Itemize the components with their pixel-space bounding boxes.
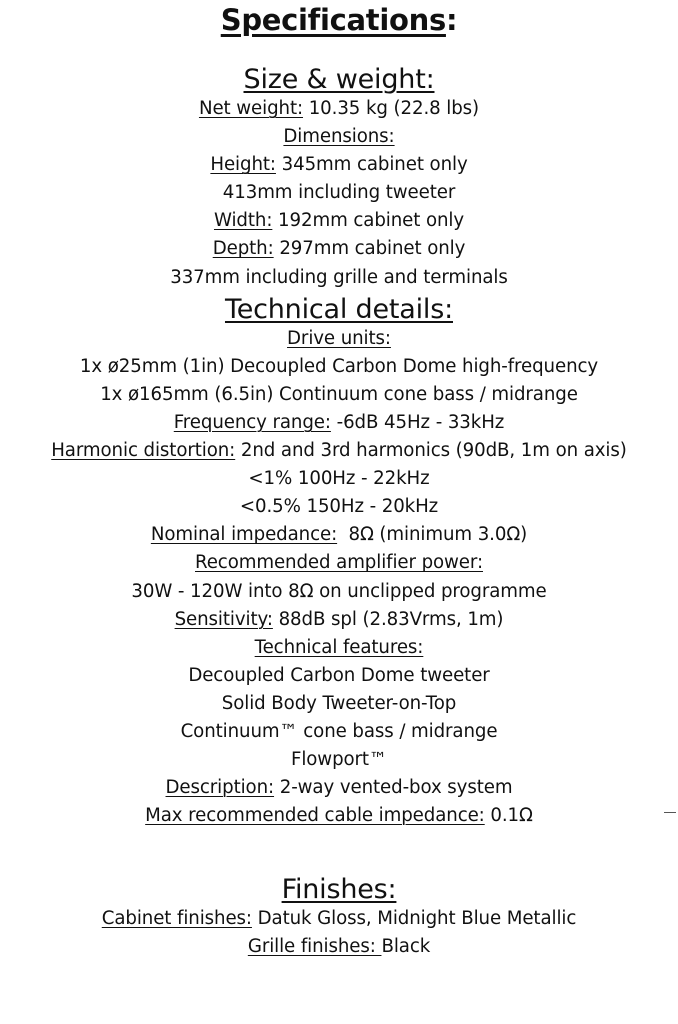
drive-unit-2-value: 1x ø165mm (6.5in) Continuum cone bass / midrange [100, 383, 578, 405]
height-label: Height: [210, 154, 276, 176]
cable-impedance-label: Max recommended cable impedance: [145, 805, 485, 827]
size-weight-heading [0, 64, 678, 95]
harmonic-distortion-row [0, 437, 678, 465]
nominal-impedance-label: Nominal impedance: [150, 524, 338, 546]
dimensions-label: Dimensions: [283, 126, 395, 148]
feature-row-4 [0, 746, 678, 774]
page-title-colon: : [445, 3, 458, 37]
frequency-range-row [0, 409, 678, 437]
width-label: Width: [213, 210, 273, 232]
finishes-heading-text: Finishes: [281, 874, 397, 906]
drive-units-row [0, 325, 678, 353]
depth-row-2 [0, 264, 678, 292]
edge-mark [664, 812, 676, 813]
drive-units-label: Drive units: [287, 327, 391, 349]
technical-features-label: Technical features: [254, 636, 424, 658]
amplifier-power-row [0, 549, 678, 577]
grille-finishes-label: Grille finishes: [247, 936, 382, 958]
cabinet-finishes-row [0, 905, 678, 933]
size-weight-heading-text: Size & weight: [243, 64, 435, 95]
finishes-heading [0, 874, 678, 905]
sensitivity-row [0, 606, 678, 634]
depth-label: Depth: [212, 238, 274, 260]
description-row [0, 774, 678, 802]
frequency-range-value: -6dB 45Hz - 33kHz [330, 411, 505, 433]
drive-unit-2-row [0, 381, 678, 409]
height-value-2: 413mm including tweeter [222, 182, 456, 204]
depth-value-2: 337mm including grille and terminals [170, 266, 508, 288]
sensitivity-value: 88dB spl (2.83Vrms, 1m) [272, 608, 504, 630]
harmonic-distortion-row-2 [0, 465, 678, 493]
technical-features-row [0, 634, 678, 662]
amplifier-power-label: Recommended amplifier power: [195, 552, 483, 574]
nominal-impedance-row [0, 521, 678, 549]
nominal-impedance-value: 8Ω (minimum 3.0Ω) [337, 524, 528, 546]
amplifier-power-value: 30W - 120W into 8Ω on unclipped programme [131, 580, 547, 602]
drive-unit-1-value: 1x ø25mm (1in) Decoupled Carbon Dome high-frequency [79, 355, 599, 377]
cable-impedance-row [0, 802, 678, 830]
technical-details-heading-text: Technical details: [224, 293, 453, 325]
depth-row [0, 235, 678, 263]
drive-unit-1-row [0, 353, 678, 381]
grille-finishes-value: Black [381, 936, 431, 958]
dimensions-row [0, 123, 678, 151]
harmonic-distortion-value: 2nd and 3rd harmonics (90dB, 1m on axis) [235, 440, 627, 462]
page-title-text: Specifications [220, 3, 446, 37]
cabinet-finishes-label: Cabinet finishes: [101, 908, 252, 930]
amplifier-power-row-2 [0, 578, 678, 606]
harmonic-distortion-row-3 [0, 493, 678, 521]
width-row [0, 207, 678, 235]
height-row [0, 151, 678, 179]
feature-row-1 [0, 662, 678, 690]
feature-3: Continuum™ cone bass / midrange [180, 720, 498, 742]
net-weight-value: 10.35 kg (22.8 lbs) [303, 98, 480, 119]
frequency-range-label: Frequency range: [173, 411, 331, 433]
description-value: 2-way vented-box system [274, 777, 513, 799]
net-weight-row [0, 95, 678, 123]
harmonic-distortion-value-3: <0.5% 150Hz - 20kHz [239, 496, 439, 518]
cable-impedance-value: 0.1Ω [484, 805, 533, 827]
feature-row-3 [0, 718, 678, 746]
feature-2: Solid Body Tweeter-on-Top [221, 692, 457, 714]
grille-finishes-row [0, 933, 678, 961]
feature-1: Decoupled Carbon Dome tweeter [188, 664, 490, 686]
harmonic-distortion-value-2: <1% 100Hz - 22kHz [248, 468, 430, 490]
depth-value: 297mm cabinet only [273, 238, 466, 260]
sensitivity-label: Sensitivity: [174, 608, 273, 630]
height-value: 345mm cabinet only [275, 154, 468, 176]
technical-details-heading [0, 294, 678, 325]
page-title [0, 0, 678, 38]
net-weight-label: Net weight: [198, 98, 304, 119]
harmonic-distortion-label: Harmonic distortion: [51, 440, 236, 462]
feature-4: Flowport™ [290, 749, 388, 771]
feature-row-2 [0, 690, 678, 718]
description-label: Description: [165, 777, 275, 799]
cabinet-finishes-value: Datuk Gloss, Midnight Blue Metallic [251, 908, 577, 930]
width-value: 192mm cabinet only [272, 210, 465, 232]
height-row-2 [0, 179, 678, 207]
